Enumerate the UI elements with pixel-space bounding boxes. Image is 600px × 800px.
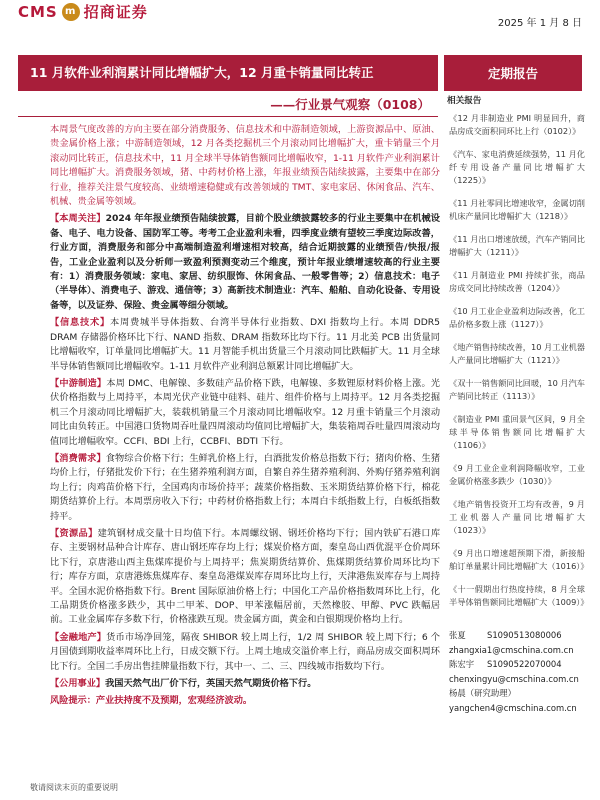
- analyst-email[interactable]: chenxingyu@cmschina.com.cn: [449, 673, 579, 684]
- related-report-link[interactable]: 《地产销售持续改善，10 月工业机器人产量同比增幅扩大（1121）》: [449, 342, 585, 365]
- section-text: 建筑钢材成交量十日均值下行。本周螺纹钢、钢坯价格均下行；国内铁矿石港口库存、主要钢材品种合计库存、唐山钢坯库存均上行；煤炭价格方面，秦皇岛山西优混平仓价周环比下行，京唐港山西主焦煤库提价与上周持平；焦炭期货结算价、焦煤期货结算价周环比均下行；库存方面，京唐港炼焦煤库存、秦皇岛港煤炭库存周环比均上行，天津港焦炭库存与上周持平。全国水泥价格指数下行。Brent 国际原油价格上行；中国化工产品价格指数周环比上行，化工品期货价格涨多跌少，其中二甲苯、DOP、甲苯涨幅居前，天然橡胶、甲醇、PVC 跌幅居前。工业金属库存多数下行，价格涨跌互现。贵金属方面，黄金和白银期现价格均上行。: [50, 527, 441, 626]
- report-date: 2025 年 1 月 8 日: [497, 18, 582, 29]
- related-report-link[interactable]: 《11 月社零同比增速收窄，金属切削机床产量同比增幅扩大（1218）》: [449, 198, 585, 221]
- related-report-link[interactable]: 《11 月制造业 PMI 持续扩张，商品房成交同比持续改善（1204）》: [449, 270, 585, 293]
- section-text: 本周 DMC、电解镍、多数硅产品价格下跌，电解镍、多数锂原材料价格上涨。光伏价格指数与上周持平，本周光伏产业链中硅料、硅片、组件价格与上周持平。12 月各类挖掘机三个月滚动同比增幅扩大，装载机销量三个月滚动同比增幅收窄。12 月重卡销量三个月滚动同比由负转正。中国港口货物周吞吐量四周滚动均值同比增幅扩大，集装箱周吞吐量四周滚动均值同比增幅收窄。CCFI、BDI 上行，CCBFI、BDTI 下行。: [50, 377, 440, 447]
- footer-note: 敬请阅读末页的重要说明: [30, 783, 118, 792]
- analyst-row: [449, 628, 589, 643]
- analyst-block: [449, 628, 589, 716]
- related-report-link[interactable]: 《地产销售投资开工均有改善，9 月工业机器人产量同比增幅扩大（1023）》: [449, 499, 585, 535]
- related-report-link[interactable]: 《12 月非制造业 PMI 明显回升，商品房成交面积同环比上行（0102）》: [449, 113, 585, 136]
- report-subtitle: ——行业景气观察（0108）: [270, 97, 430, 112]
- section-text: 我国天然气出厂价下行，英国天然气期货价格下行。: [105, 678, 317, 690]
- analyst-name: 陈宏宇: [449, 659, 475, 670]
- section-heading: 【本周关注】: [50, 213, 106, 225]
- section-heading: 【信息技术】: [50, 317, 111, 329]
- related-report-link[interactable]: 《11 月出口增速放缓，汽车产销同比增幅扩大（1211）》: [449, 234, 585, 257]
- related-reports: [445, 95, 589, 619]
- section-resources: [50, 527, 440, 628]
- section-heading: 【资源品】: [50, 527, 98, 539]
- title-banner: [18, 55, 438, 91]
- related-report-link[interactable]: 《制造业 PMI 重回景气区间，9 月全球半导体销售额同比增幅扩大（1106）》: [449, 414, 585, 450]
- analyst-row: [449, 657, 589, 672]
- section-utilities: [50, 677, 440, 691]
- section-consumption: [50, 452, 440, 524]
- brand-logo: [18, 1, 148, 22]
- intro-paragraph: 本周景气度改善的方向主要在部分消费服务、信息技术和中游制造领域，上游资源品中、原油、贵金属价格上涨；中游制造领域，12 月各类挖掘机三个月滚动同比增幅扩大，重卡销量三个月滚动同比转正，信息技术中，11 月全球半导体销售额同比增幅收窄，1-11 月软件产业利润累计同比增幅扩大。消费服务领域，猪、中药材价格上涨，年报业绩预告陆续披露，主要集中在部分行业，推荐关注景气度较高、业绩增速稳健或有改善领域的 TMT、家电家居、休闲食品、汽车、机械、贵金属等领域。: [50, 124, 440, 208]
- logo-latin: CMS: [18, 2, 58, 21]
- section-heading: 【中游制造】: [50, 377, 107, 389]
- report-type-banner: [444, 55, 582, 91]
- related-report-link[interactable]: 《十一假期出行热度持续，8 月全球半导体销售额同比增幅扩大（1009）》: [449, 584, 589, 607]
- risk-warning: 风险提示：产业扶持度不及预期，宏观经济波动。: [50, 695, 253, 707]
- related-reports-list: [445, 112, 589, 609]
- report-title: 11 月软件业利润累计同比增幅扩大，12 月重卡销量同比转正: [30, 65, 374, 80]
- related-report-link[interactable]: 《双十一销售额同比回暖，10 月汽车产销同比转正（1113）》: [449, 378, 585, 401]
- related-reports-title: 相关报告: [447, 96, 482, 106]
- logo-mark-icon: m: [62, 3, 80, 21]
- report-body: [50, 123, 440, 712]
- report-header: [0, 0, 600, 35]
- section-heading: 【公用事业】: [50, 678, 106, 690]
- logo-chinese: 招商证券: [83, 3, 148, 21]
- section-text: 2024 年年报业绩预告陆续披露，目前个股业绩披露较多的行业主要集中在机械设备、电子、电力设备、国防军工等。考考工企业盈利未看，四季度业绩有望较三季度边际改善，行业方面，消费服务和部分中高端制造盈利增速相对较高，结合近期披露的业绩预告/快报/报告，工业企业盈利以及分析师一致盈利预测变动三个维度，预计年报业绩增速较高的行业主要有：1）消费服务领域：家电、家居、纺织服饰、休闲食品、一般零售等；2）信息技术：电子（半导体）、消费电子、游戏、通信等；3）高新技术制造业：汽车、船舶、自动化设备、专用设备等，以及证券、保险、贵金属等细分领域。: [50, 213, 440, 311]
- title-divider: [18, 116, 438, 117]
- analyst-email[interactable]: yangchen4@cmschina.com.cn: [449, 702, 577, 713]
- report-type: 定期报告: [487, 66, 538, 81]
- section-text: 本周费城半导体指数、台湾半导体行业指数、DXI 指数均上行。本周 DDR5 DRAM 存储器价格环比下行、NAND 指数、DRAM 指数环比均下行。11 月北美 PCB 出货量同比增幅收窄，订单量同比增幅扩大。11 月智能手机出货量三个月滚动同比跌幅扩大。11 月全球半导体销售额同比增幅收窄。1-11 月软件产业利润总额累计同比增幅扩大。: [50, 317, 441, 372]
- related-report-link[interactable]: 《9 月出口增速超预期下滑，新接船舶订单量累计同比增幅扩大（1016）》: [449, 548, 589, 571]
- section-finance: [50, 631, 440, 674]
- section-focus: [50, 212, 440, 313]
- related-report-link[interactable]: 《汽车、家电消费延续强势，11 月化纤专用设备产量同比增幅扩大（1225）》: [449, 149, 585, 185]
- related-report-link[interactable]: 《9 月工业企业利润降幅收窄，工业金属价格涨多跌少（1030）》: [449, 463, 585, 486]
- analyst-cert: S1090522070004: [487, 659, 562, 670]
- section-text: 货币市场净回笼，隔夜 SHIBOR 较上周上行，1/2 周 SHIBOR 较上周下行；6 个月国债到期收益率周环比上行，日成交额下行。上周土地成交溢价率上行，商品房成交面积周环比下行。全国二手房出售挂牌量指数下行，其中一、二、三、四线城市指数均下行。: [50, 631, 440, 672]
- section-text: 食物综合价格下行；生鲜乳价格上行，白酒批发价格总指数下行；猪肉价格、生猪均价上行，仔猪批发价下行；在生猪养殖利润方面，自繁自养生猪养殖利润、外购仔猪养殖利润均上行；肉鸡苗价格下行，全国鸡肉市场价持平；蔬菜价格指数、玉米期货结算价格下行，棉花期货结算价上行。本周票房收入下行；中药材价格指数上行；本周白卡纸指数上行，白板纸指数持平。: [50, 452, 441, 522]
- analyst-email[interactable]: zhangxia1@cmschina.com.cn: [449, 644, 574, 655]
- analyst-name: 杨晨（研究助理）: [449, 688, 516, 699]
- analyst-cert: S1090513080006: [487, 630, 562, 640]
- section-heading: 【金融地产】: [50, 631, 107, 643]
- section-manufacturing: [50, 377, 440, 449]
- section-it: [50, 316, 440, 374]
- related-report-link[interactable]: 《10 月工业企业盈利边际改善，化工品价格多数上涨（1127）》: [449, 306, 585, 329]
- analyst-name: 张夏: [449, 630, 466, 640]
- section-heading: 【消费需求】: [50, 452, 106, 464]
